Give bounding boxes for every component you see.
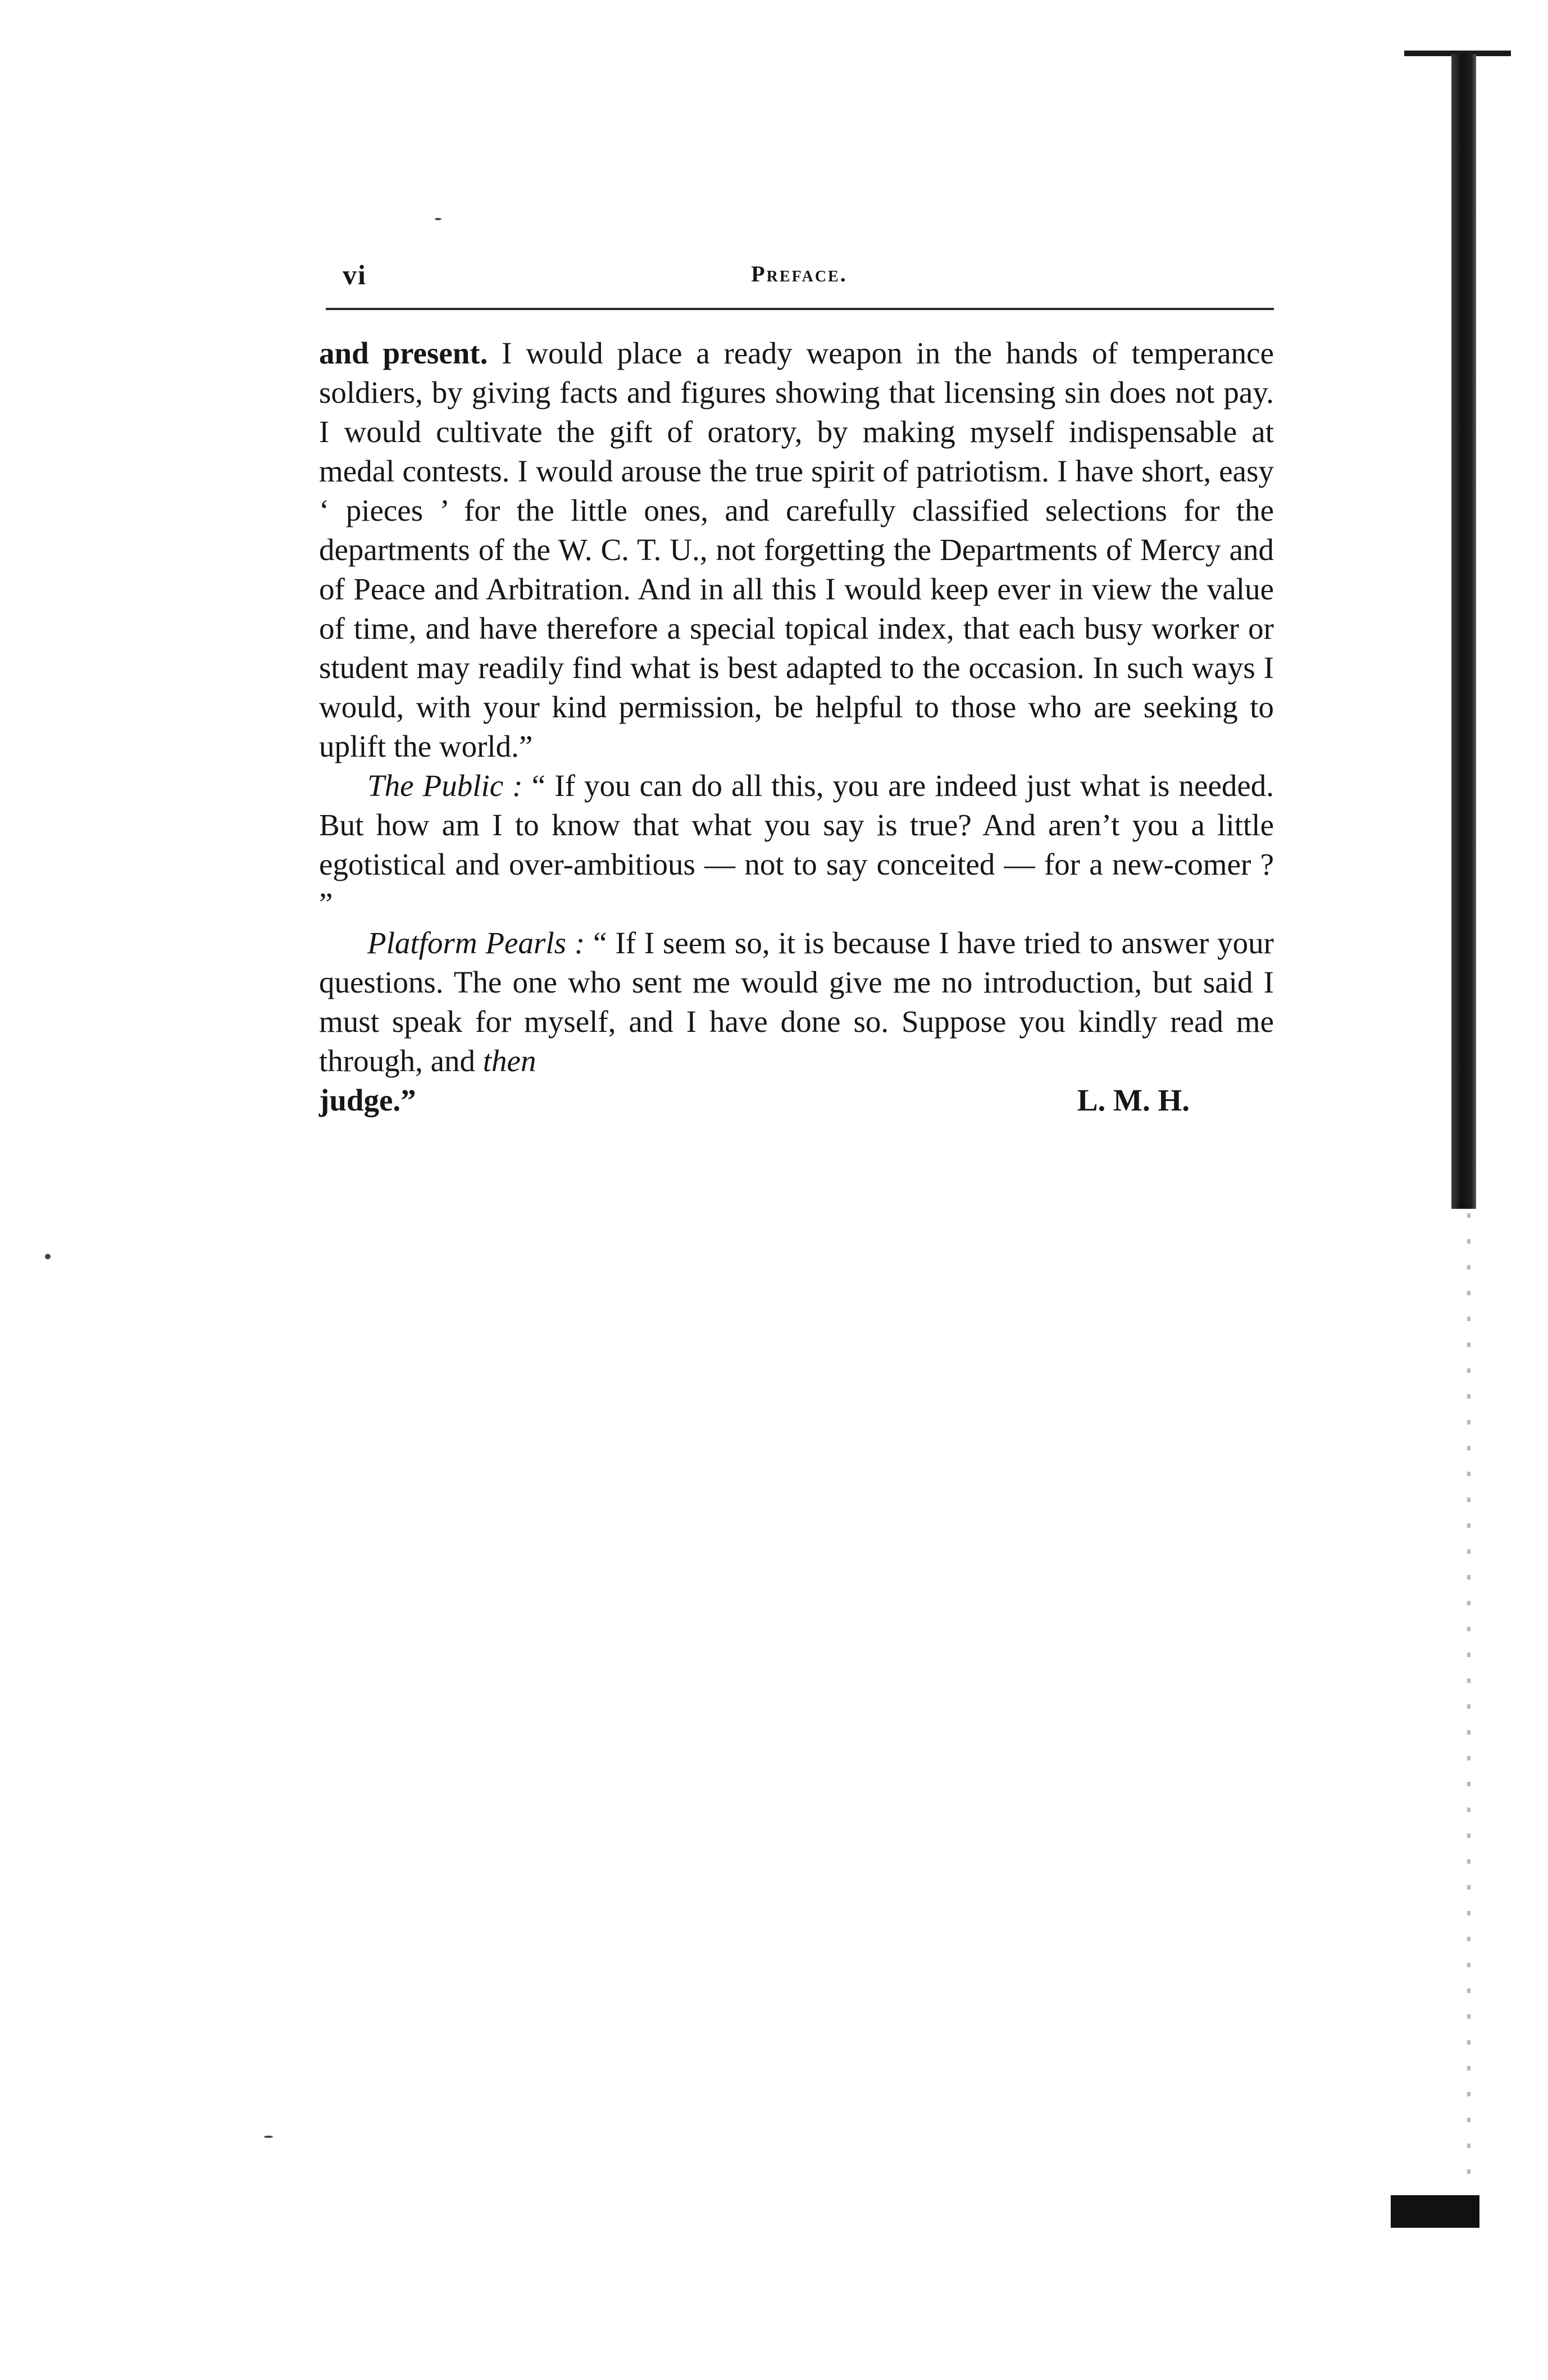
ink-speck bbox=[264, 2136, 273, 2138]
text-block bbox=[319, 334, 1274, 1120]
speaker-the-public: The Public : bbox=[367, 768, 523, 803]
paragraph-2 bbox=[319, 766, 1274, 923]
paragraph-1-text: I would place a ready weapon in the hands of temperance soldiers, by giving facts and figures showing that licensing sin does not pay. I would cultivate the gift of oratory, by making myself indispensable at medal contests. I would arouse the true spirit of patriotism. I have short, easy ‘ pieces ’ for the little ones, and carefully classified selections for the departments of the W. C. T. U., not forgetting the Departments of Mercy and of Peace and Arbitration. And in all this I would keep ever in view the value of time, and have therefore a special topical index, that each busy worker or student may readily find what is best adapted to the occasion. In such ways I would, with your kind permission, be helpful to those who are seeking to uplift the world.” bbox=[319, 336, 1274, 763]
running-head bbox=[325, 258, 1274, 298]
ink-speck bbox=[45, 1254, 51, 1259]
signature: L. M. H. bbox=[1077, 1083, 1190, 1117]
paragraph-1-lead: and present. bbox=[319, 336, 488, 370]
binding-edge-bar bbox=[1451, 54, 1476, 1209]
closing-word: judge.” bbox=[319, 1083, 416, 1117]
paragraph-2-text: “ If you can do all this, you are indeed just what is needed. But how am I to know that what you say is true? And aren’t you a little egotistical and over-ambitious — not to say conceited — for a new-comer ? ” bbox=[319, 768, 1274, 921]
paragraph-1 bbox=[319, 334, 1274, 766]
binding-tab-mark bbox=[1391, 2195, 1479, 2228]
closing-line bbox=[319, 1081, 1274, 1120]
page-number: vi bbox=[343, 259, 367, 290]
paragraph-3-text: “ If I seem so, it is because I have tried to answer your questions. The one who sent me would give me no introduction, but said I must speak for myself, and I have done so. Suppose you kindly read me through, and bbox=[319, 926, 1274, 1078]
paragraph-3 bbox=[319, 923, 1274, 1081]
header-rule bbox=[326, 308, 1274, 310]
binding-stitch-marks bbox=[1467, 1213, 1470, 2191]
speaker-platform-pearls: Platform Pearls : bbox=[367, 926, 585, 960]
paragraph-3-italic-word: then bbox=[482, 1044, 536, 1078]
running-title: Preface. bbox=[751, 261, 848, 286]
ink-speck bbox=[435, 218, 441, 220]
